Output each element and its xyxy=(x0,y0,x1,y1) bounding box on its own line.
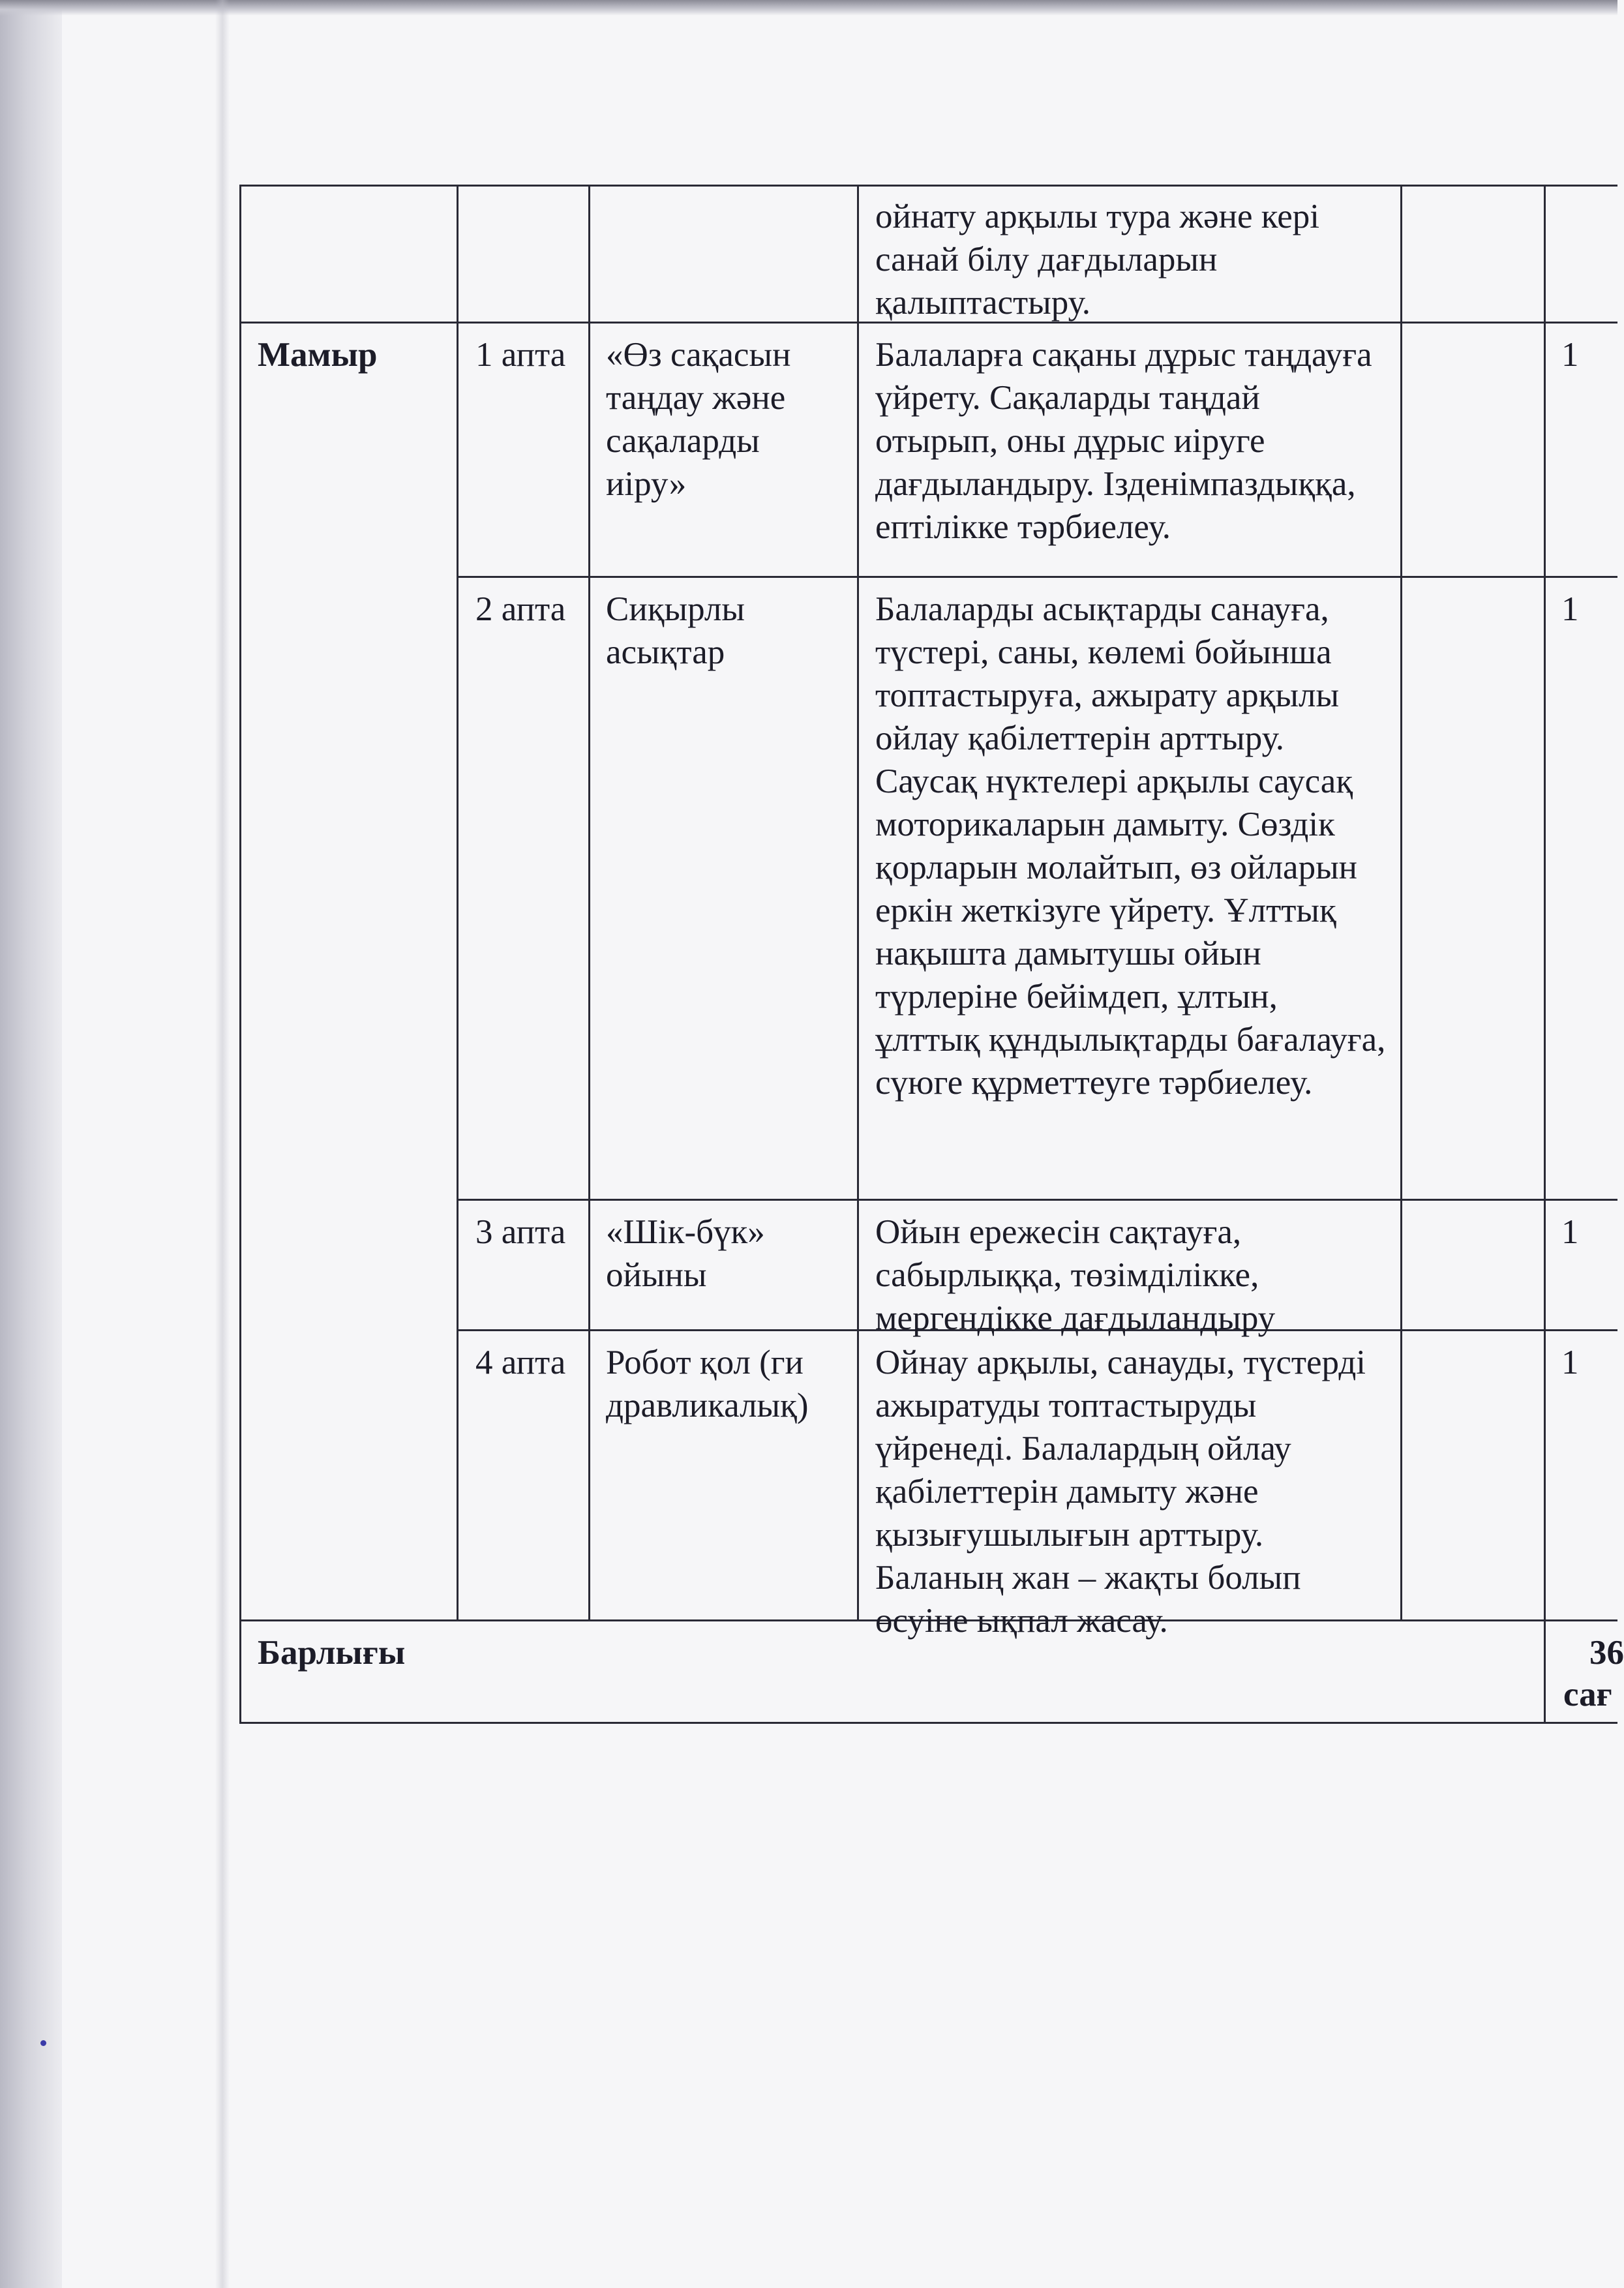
row-divider-2 xyxy=(457,576,1617,578)
table-border-bottom xyxy=(239,1722,1617,1724)
total-hours-value: 36 xyxy=(1589,1634,1624,1672)
hours-value: 1 xyxy=(1561,1344,1579,1381)
total-label: Барлығы xyxy=(258,1634,406,1672)
table-border-top xyxy=(239,185,1617,187)
week-label: 1 апта xyxy=(475,336,566,374)
total-hours-unit: сағ xyxy=(1563,1676,1612,1713)
scan-shadow-left xyxy=(0,0,62,2288)
week-label: 3 апта xyxy=(475,1213,566,1251)
topic-text: «Шік-бүк» ойыны xyxy=(606,1213,765,1294)
col-divider-description xyxy=(1400,185,1402,1619)
col-divider-month xyxy=(457,185,459,1619)
scan-fold-line xyxy=(215,0,230,2288)
week-label: 4 апта xyxy=(475,1344,566,1381)
col-divider-hours xyxy=(1544,185,1546,1724)
hours-value: 1 xyxy=(1561,336,1579,374)
col-divider-week xyxy=(588,185,590,1619)
hours-value: 1 xyxy=(1561,590,1579,628)
description-text: Ойын ережесін сақтауға, сабырлыққа, төзімділікке, мергендікке дағдыландыру xyxy=(875,1213,1276,1337)
hours-value: 1 xyxy=(1561,1213,1579,1251)
topic-text: Робот қол (гидравликалық) xyxy=(606,1344,809,1424)
description-text: Балаларға сақаны дұрыс таңдауға үйрету. Сақаларды таңдай отырып, оны дұрыс иіруге дағдыландыру. Ізденімпаздыққа, ептілікке тәрбиелеу. xyxy=(875,336,1372,546)
continuation-description: ойнату арқылы тура және кері санай білу дағдыларын қалыптастыру. xyxy=(875,198,1319,322)
scan-shadow-top xyxy=(0,0,1617,16)
month-label: Мамыр xyxy=(258,336,378,374)
description-text: Балаларды асықтарды санауға, түстері, саны, көлемі бойынша топтастыруға, ажырату арқылы ойлау қабілеттерін арттыру. Саусақ нүктелері арқылы саусақ моторикаларын дамыту. Сөздік қорларын молайтып, өз ойларын еркін жеткізуге үйрету. Ұлттық нақышта дамытушы ойын түрлеріне бейімдеп, ұлтын, ұлттық құндылықтарды бағалауға, сүюге құрметтеуге тәрбиелеу. xyxy=(875,590,1386,1102)
topic-text: «Өз сақасын таңдау және сақаларды иіру» xyxy=(606,336,791,503)
table-border-left xyxy=(239,185,241,1724)
description-text: Ойнау арқылы, санауды, түстерді ажыратуды топтастыруды үйренеді. Балалардың ойлау қабілеттерін дамыту және қызығушылығын арттыру. Баланың жан – жақты болып өсуіне ықпал жасау. xyxy=(875,1344,1366,1640)
topic-text: Сиқырлы асықтар xyxy=(606,590,745,671)
ink-dot xyxy=(40,2040,46,2046)
week-label: 2 апта xyxy=(475,590,566,628)
row-divider-3 xyxy=(457,1199,1617,1201)
col-divider-topic xyxy=(857,185,859,1619)
curriculum-table xyxy=(239,185,1624,1724)
